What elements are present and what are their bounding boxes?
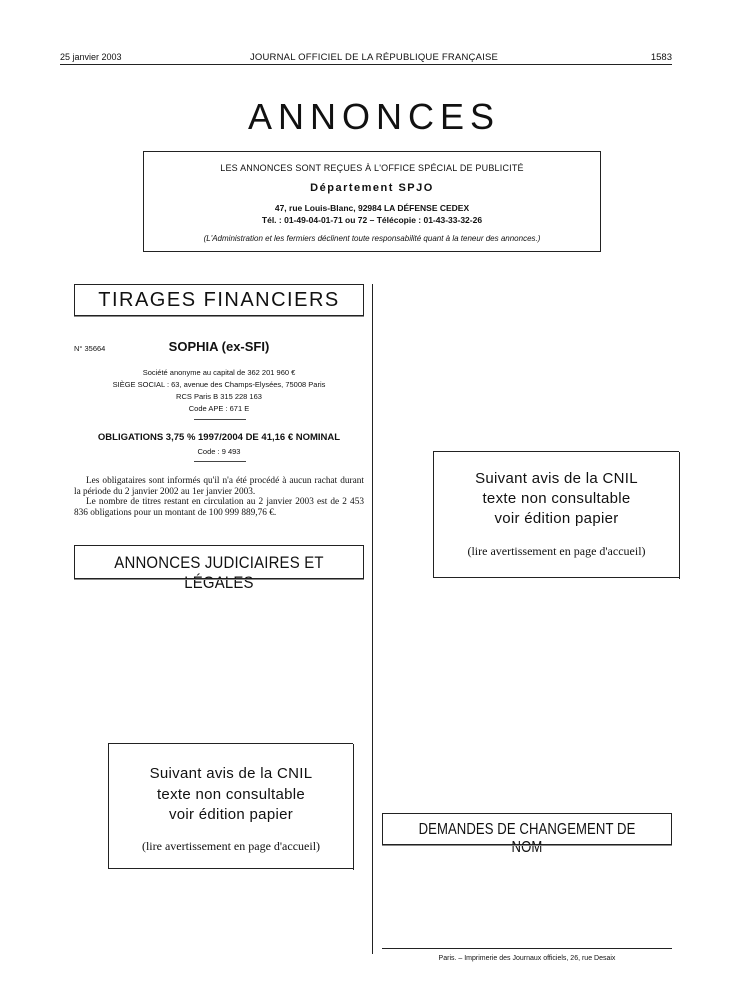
announcement-number: N° 35664: [74, 344, 106, 353]
header-journal-title: JOURNAL OFFICIEL DE LA RÉPUBLIQUE FRANÇAISE: [249, 52, 499, 63]
cnil-line-2: texte non consultable: [482, 490, 631, 507]
section-header-judiciaires: [74, 545, 364, 592]
header-page-number: 1583: [650, 52, 672, 63]
box-edge: [353, 744, 354, 870]
page-title: ANNONCES: [247, 96, 501, 137]
announcement-paragraph: Le nombre de titres restant en circulation au 2 janvier 2003 est de 2 453 836 obligations pour un montant de 100 999 889,76 €.: [74, 497, 364, 518]
footer-imprint: Paris. – Imprimerie des Journaux officiels, 26, rue Desaix: [438, 955, 616, 962]
notice-box: [143, 151, 601, 252]
section-title-judiciaires: ANNONCES JUDICIAIRES ET LÉGALES: [114, 553, 324, 592]
cnil-notice-box: [108, 743, 353, 869]
cnil-line-1: Suivant avis de la CNIL: [475, 470, 638, 487]
notice-line-office: LES ANNONCES SONT REÇUES À L'OFFICE SPÉCIAL DE PUBLICITÉ: [220, 163, 524, 173]
section-title-demandes: DEMANDES DE CHANGEMENT DE NOM: [418, 821, 636, 856]
notice-line-address: 47, rue Louis-Blanc, 92984 LA DÉFENSE CEDEX: [274, 203, 470, 213]
announcement-siege: SIÈGE SOCIAL : 63, avenue des Champs-Elysées, 75008 Paris: [112, 380, 326, 389]
section-underline: [74, 579, 364, 584]
announcement-bond-code: Code : 9 493: [197, 447, 241, 456]
announcement-divider: [194, 419, 246, 420]
cnil-note: (lire avertissement en page d'accueil): [141, 839, 321, 853]
cnil-notice-box: [433, 451, 679, 578]
header-rule: [60, 64, 672, 65]
announcement-bond-title: OBLIGATIONS 3,75 % 1997/2004 DE 41,16 € NOMINAL: [97, 432, 341, 443]
section-title-tirages: TIRAGES FINANCIERS: [98, 289, 340, 311]
announcement-capital: Société anonyme au capital de 362 201 960 €: [142, 368, 296, 377]
cnil-line-2: texte non consultable: [156, 786, 306, 803]
section-header-demandes: [382, 813, 672, 856]
notice-disclaimer: (L'Administration et les fermiers déclinent toute responsabilité quant à la teneur des annonces.): [203, 234, 541, 243]
header-date: 25 janvier 2003: [60, 52, 122, 62]
column-divider: [372, 284, 373, 954]
announcement-company: SOPHIA (ex-SFI): [168, 339, 270, 354]
cnil-line-3: voir édition papier: [494, 510, 619, 527]
box-edge: [679, 452, 680, 579]
cnil-note: (lire avertissement en page d'accueil): [467, 544, 646, 558]
announcement-body: [74, 476, 364, 518]
cnil-line-3: voir édition papier: [168, 806, 294, 823]
announcement-divider: [194, 461, 246, 462]
notice-line-phone: Tél. : 01-49-04-01-71 ou 72 – Télécopie : 01-43-33-32-26: [261, 215, 483, 225]
announcement-ape: Code APE : 671 E: [188, 404, 250, 413]
cnil-line-1: Suivant avis de la CNIL: [149, 765, 313, 782]
section-underline: [382, 845, 672, 850]
section-header-tirages: [74, 284, 364, 316]
announcement-paragraph: Les obligataires sont informés qu'il n'a été procédé à aucun rachat durant la période du 2 janvier 2002 au 1er janvier 2003.: [74, 476, 364, 497]
announcement-rcs: RCS Paris B 315 228 163: [176, 392, 262, 401]
footer-rule: [382, 948, 672, 949]
notice-line-department: Département SPJO: [310, 182, 434, 194]
section-underline: [74, 316, 364, 321]
